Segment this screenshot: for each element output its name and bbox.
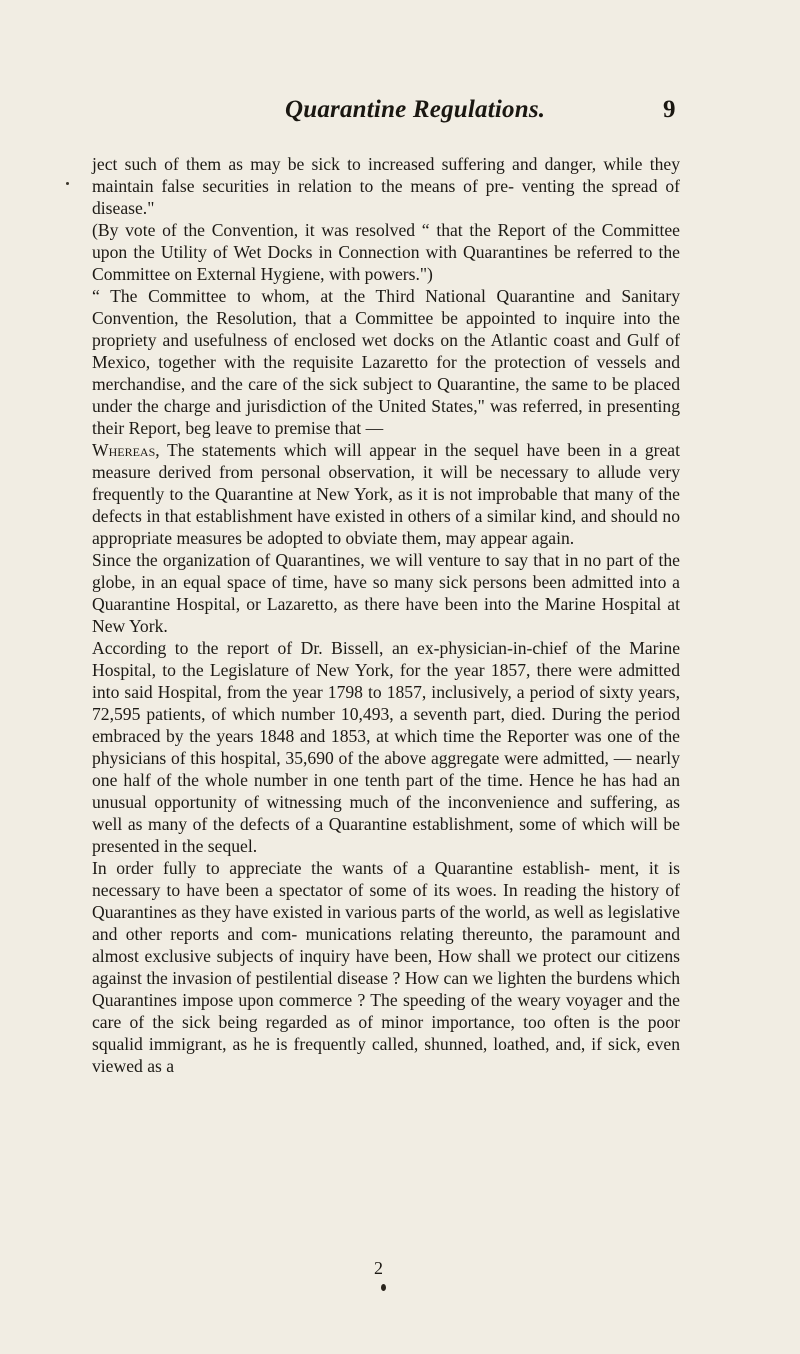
page-title: Quarantine Regulations.: [285, 96, 546, 123]
page-number: 9: [663, 96, 676, 123]
body-text: [92, 153, 680, 1077]
ink-dot: [381, 1284, 386, 1291]
paragraph: “ The Committee to whom, at the Third National Quarantine and Sanitary Convention, the Resolution, that a Committee be appointed to inquire into the propriety and usefulness of enclosed wet docks on the Atlantic coast and Gulf of Mexico, together with the requisite Lazaretto for the protection of vessels and merchandise, and the care of the sick subject to Quarantine, the same to be placed under the charge and jurisdiction of the United States," was referred, in presenting their Report, beg leave to premise that —: [92, 286, 680, 438]
paragraph: Whereas, The statements which will appear in the sequel have been in a great measure derived from personal observation, it will be necessary to allude very frequently to the Quarantine at New York, as it is not improbable that many of the defects in that establishment have existed in others of a similar kind, and should no appropriate measures be adopted to obviate them, may appear again.: [92, 440, 680, 548]
signature-mark: 2: [374, 1258, 383, 1278]
paragraph: According to the report of Dr. Bissell, an ex-physician-in-chief of the Marine Hospital, to the Legislature of New York, for the year 1857, there were admitted into said Hospital, from the year 1798 to 1857, inclusively, a period of sixty years, 72,595 patients, of which number 10,493, a seventh part, died. During the period embraced by the years 1848 and 1853, at which time the Reporter was one of the physicians of this hospital, 35,690 of the above aggregate were admitted, — nearly one half of the whole number in one tenth part of the time. Hence he has had an unusual opportunity of witnessing much of the inconvenience and suffering, as well as many of the defects of a Quarantine establishment, some of which will be presented in the sequel.: [92, 638, 680, 856]
paragraph: ject such of them as may be sick to increased suffering and danger, while they maintain false securities in relation to the means of pre- venting the spread of disease.": [92, 154, 680, 218]
running-head: [0, 96, 800, 130]
paragraph: (By vote of the Convention, it was resolved “ that the Report of the Committee upon the Utility of Wet Docks in Connection with Quarantines be referred to the Committee on External Hygiene, with powers."): [92, 220, 680, 284]
whereas-smallcaps: Whereas: [92, 440, 156, 460]
margin-speck: [66, 182, 69, 185]
paragraph: Since the organization of Quarantines, we will venture to say that in no part of the globe, in an equal space of time, have so many sick persons been admitted into a Quarantine Hospital, or Lazaretto, as there have been into the Marine Hospital at New York.: [92, 550, 680, 636]
paragraph: In order fully to appreciate the wants of a Quarantine establish- ment, it is necessary to have been a spectator of some of its woes. In reading the history of Quarantines as they have existed in various parts of the world, as well as legislative and other reports and com- munications relating thereunto, the paramount and almost exclusive subjects of inquiry have been, How shall we protect our citizens against the invasion of pestilential disease ? How can we lighten the burdens which Quarantines impose upon commerce ? The speeding of the weary voyager and the care of the sick being regarded as of minor importance, too often is the poor squalid immigrant, as he is frequently called, shunned, loathed, and, if sick, even viewed as a: [92, 858, 680, 1076]
